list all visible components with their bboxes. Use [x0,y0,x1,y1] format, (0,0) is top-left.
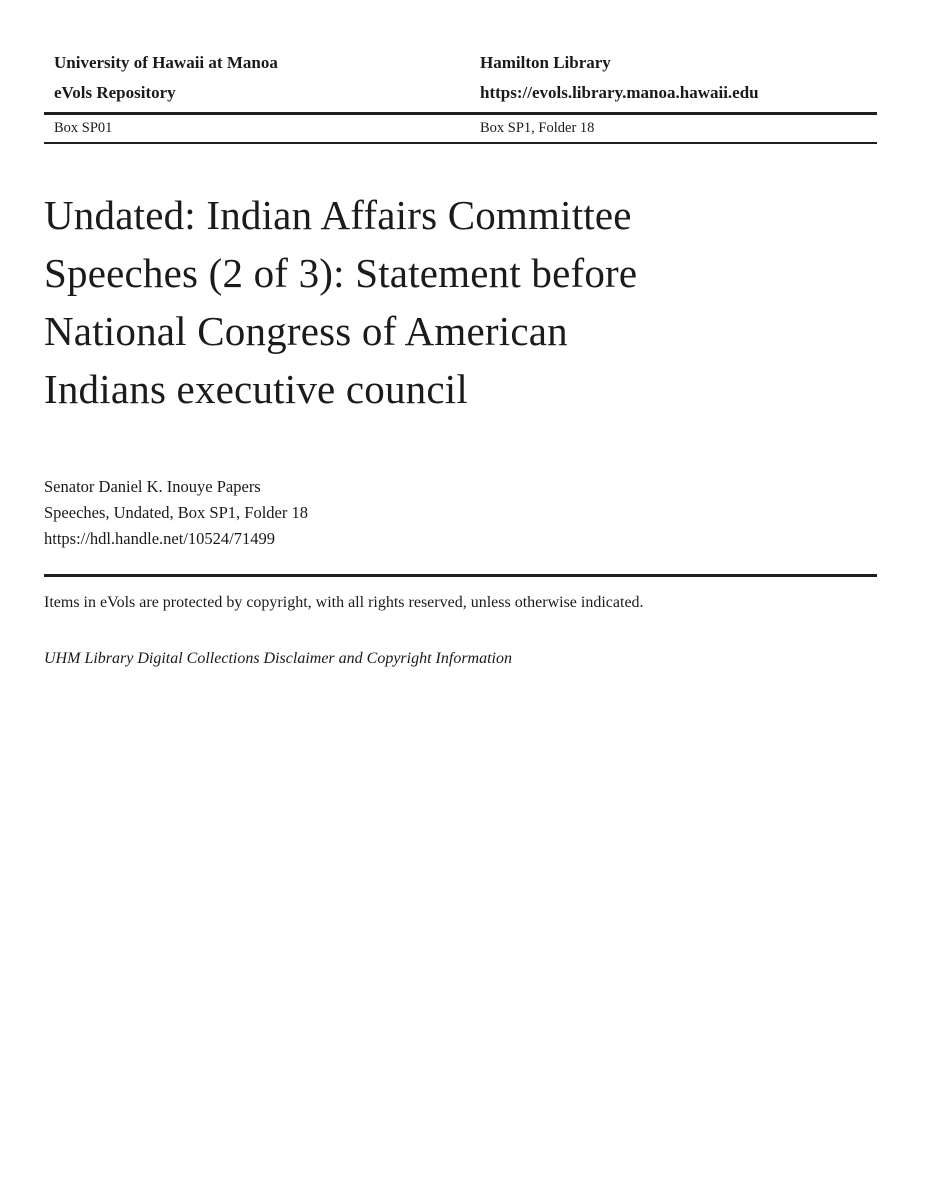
disclaimer-copyright-link[interactable]: UHM Library Digital Collections Disclaimer and Copyright Information [44,650,512,667]
cover-header [44,48,877,108]
collection-name: Senator Daniel K. Inouye Papers [44,477,261,496]
document-title [44,186,877,418]
header-right-column [470,48,877,108]
item-metadata [44,474,877,552]
copyright-notice: Items in eVols are protected by copyright, with all rights reserved, unless otherwise indicated. [44,594,644,611]
box-label: Box SP01 [54,120,113,136]
handle-url[interactable]: https://hdl.handle.net/10524/71499 [44,529,275,548]
document-title-line: National Congress of American [44,308,568,354]
box-row-divider [44,142,877,144]
box-row [44,115,877,142]
footer-divider [44,574,877,577]
institution-name: University of Hawaii at Manoa [54,53,278,72]
document-title-line: Indians executive council [44,366,468,412]
document-title-line: Undated: Indian Affairs Committee [44,192,632,238]
box-folder-label: Box SP1, Folder 18 [480,120,595,136]
library-name: Hamilton Library [480,53,611,72]
document-title-line: Speeches (2 of 3): Statement before [44,250,638,296]
header-left-column [44,48,470,108]
series-box-folder: Speeches, Undated, Box SP1, Folder 18 [44,503,308,522]
page-content [44,0,877,672]
repository-url[interactable]: https://evols.library.manoa.hawaii.edu [480,83,759,102]
repository-name: eVols Repository [54,83,176,102]
